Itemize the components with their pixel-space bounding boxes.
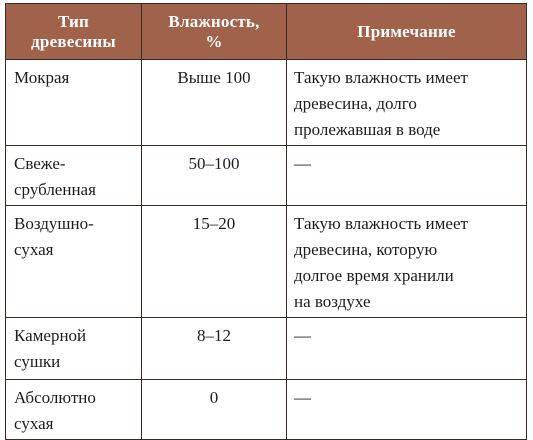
table-row bbox=[6, 206, 527, 318]
header-note-line: Примечание bbox=[357, 21, 456, 41]
header-wood-type-line: Тип bbox=[57, 11, 90, 31]
cell-wood-type bbox=[6, 206, 142, 318]
note-line: Такую влажность имеет bbox=[294, 68, 468, 87]
table-row bbox=[6, 380, 527, 440]
cell-humidity: 50–100 bbox=[142, 146, 287, 206]
header-humidity-line: Влажность, bbox=[168, 11, 260, 31]
table-row bbox=[6, 60, 527, 146]
note-line: — bbox=[294, 326, 311, 345]
header-humidity bbox=[142, 4, 287, 60]
wood-type-line: Воздушно- bbox=[14, 214, 94, 233]
header-humidity-line: % bbox=[205, 31, 223, 51]
cell-wood-type bbox=[6, 60, 142, 146]
cell-humidity: 8–12 bbox=[142, 318, 287, 380]
cell-note bbox=[287, 206, 527, 318]
note-line: пролежавшая в воде bbox=[294, 120, 441, 139]
wood-type-line: сушки bbox=[14, 352, 61, 371]
cell-wood-type bbox=[6, 146, 142, 206]
note-line: Такую влажность имеет bbox=[294, 214, 468, 233]
cell-humidity: 0 bbox=[142, 380, 287, 440]
table-row bbox=[6, 318, 527, 380]
wood-type-line: Мокрая bbox=[14, 68, 70, 87]
table-row bbox=[6, 146, 527, 206]
cell-note bbox=[287, 318, 527, 380]
wood-type-line: сухая bbox=[14, 414, 54, 433]
header-wood-type-line: древесины bbox=[31, 31, 116, 51]
cell-wood-type bbox=[6, 380, 142, 440]
header-wood-type bbox=[6, 4, 142, 60]
cell-note bbox=[287, 380, 527, 440]
table-header-row bbox=[6, 4, 527, 60]
note-line: долгое время хранили bbox=[294, 266, 454, 285]
header-note bbox=[287, 4, 527, 60]
cell-note bbox=[287, 146, 527, 206]
wood-humidity-table bbox=[5, 3, 527, 440]
wood-type-line: сухая bbox=[14, 240, 54, 259]
cell-humidity: Выше 100 bbox=[142, 60, 287, 146]
note-line: древесина, которую bbox=[294, 240, 438, 259]
note-line: на воздухе bbox=[294, 292, 371, 311]
note-line: — bbox=[294, 388, 311, 407]
cell-note bbox=[287, 60, 527, 146]
cell-humidity: 15–20 bbox=[142, 206, 287, 318]
wood-type-line: Свеже- bbox=[14, 154, 66, 173]
wood-type-line: Абсолютно bbox=[14, 388, 96, 407]
cell-wood-type bbox=[6, 318, 142, 380]
note-line: древесина, долго bbox=[294, 94, 417, 113]
wood-humidity-table-container bbox=[5, 3, 526, 440]
wood-type-line: Камерной bbox=[14, 326, 87, 345]
wood-type-line: срубленная bbox=[14, 180, 96, 199]
note-line: — bbox=[294, 154, 311, 173]
